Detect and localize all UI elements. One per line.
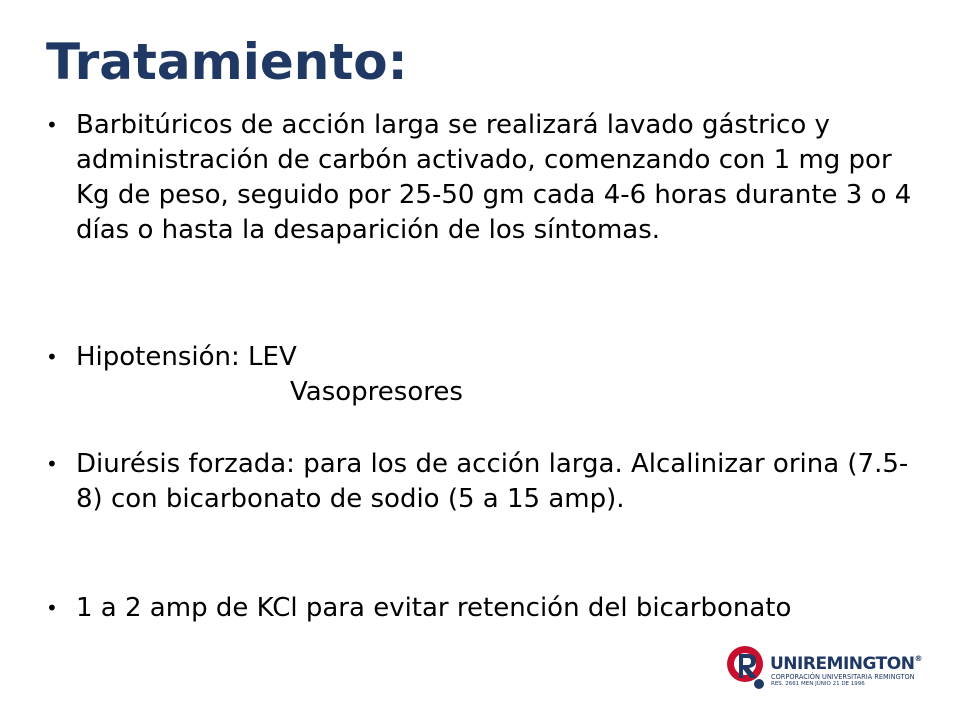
uniremington-logo [724, 640, 924, 700]
logo-resolution: RES. 2661 MEN JUNIO 21 DE 1996 [771, 681, 865, 687]
bullet-text: Hipotensión: LEV [76, 342, 297, 372]
logo-subtitle: CORPORACIÓN UNIVERSITARIA REMINGTON [771, 673, 915, 681]
bullet-item [46, 447, 916, 552]
bullet-item [46, 340, 916, 375]
uniremington-emblem-icon [724, 640, 768, 692]
bullet-text: Diurésis forzada: para los de acción larga. Alcalinizar orina (7.5-8) con bicarbonato de sodio (5 a 15 amp). [76, 449, 909, 514]
bullet-list [46, 108, 916, 661]
bullet-dot: • [46, 345, 58, 369]
bullet-dot: • [46, 596, 58, 620]
bullet-item [46, 108, 916, 283]
slide-title: Tratamiento: [46, 33, 408, 91]
bullet-dot: • [46, 452, 58, 476]
bullet-dot: • [46, 113, 58, 137]
bullet-text: Barbitúricos de acción larga se realizará lavado gástrico y administración de carbón activado, comenzando con 1 mg por Kg de peso, seguido por 25-50 gm cada 4-6 horas durante 3 o 4 días o hasta la desaparición de los síntomas. [76, 110, 912, 245]
bullet-continuation: Vasopresores [290, 377, 463, 407]
bullet-text: 1 a 2 amp de KCl para evitar retención del bicarbonato [76, 593, 792, 623]
logo-wordmark: UNIREMINGTON® [770, 654, 922, 674]
